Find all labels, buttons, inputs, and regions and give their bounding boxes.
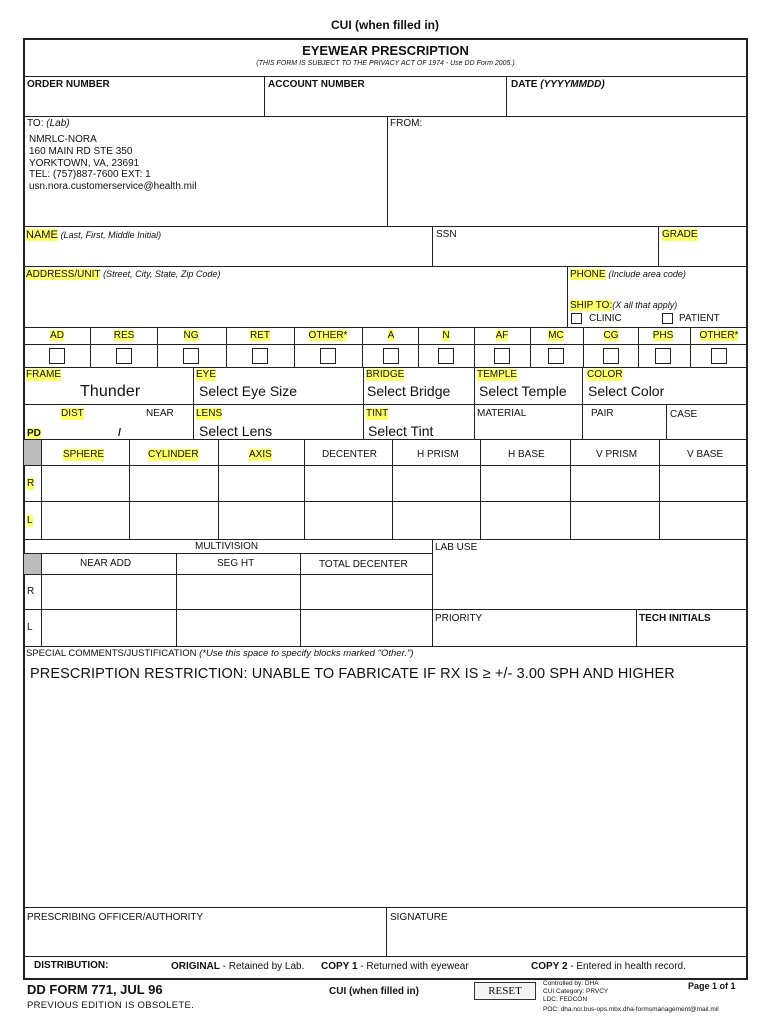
divider xyxy=(659,439,660,539)
divider xyxy=(23,646,748,647)
divider xyxy=(23,465,748,466)
cylinder-header: CYLINDER xyxy=(148,449,199,460)
rx-corner-shade xyxy=(24,440,41,465)
patient-label: PATIENT xyxy=(679,313,720,324)
divider xyxy=(23,367,748,368)
distribution-label: DISTRIBUTION: xyxy=(34,960,109,971)
divider xyxy=(432,226,433,266)
frame-label: FRAME xyxy=(26,369,61,380)
lab-tel: TEL: (757)887-7600 EXT: 1 xyxy=(29,169,151,180)
divider xyxy=(226,327,227,367)
clinic-label: CLINIC xyxy=(589,313,622,324)
color-label: COLOR xyxy=(587,369,623,380)
category-checkbox-mc[interactable] xyxy=(548,348,564,364)
divider xyxy=(218,439,219,539)
lab-name: NMRLC-NORA xyxy=(29,134,97,145)
divider xyxy=(41,439,42,539)
multivision-title: MULTIVISION xyxy=(195,541,259,552)
pd-label: PD xyxy=(27,428,41,439)
category-label-n: N xyxy=(442,330,450,341)
category-checkbox-a[interactable] xyxy=(383,348,399,364)
category-checkbox-ret[interactable] xyxy=(252,348,268,364)
decenter-header: DECENTER xyxy=(322,449,378,460)
category-label-res: RES xyxy=(113,330,135,341)
phone-label: PHONE (Include area code) xyxy=(570,269,686,280)
eye-size-select[interactable]: Select Eye Size xyxy=(199,383,298,399)
cui-bottom: CUI (when filled in) xyxy=(329,986,419,997)
pd-slash: / xyxy=(118,427,122,439)
axis-header: AXIS xyxy=(249,449,272,460)
category-checkbox-res[interactable] xyxy=(116,348,132,364)
category-checkbox-cg[interactable] xyxy=(603,348,619,364)
tech-initials-label: TECH INITIALS xyxy=(639,613,711,624)
mv-right-label: R xyxy=(27,586,35,597)
category-checkbox-n[interactable] xyxy=(438,348,454,364)
form-title: EYEWEAR PRESCRIPTION xyxy=(302,43,469,58)
category-checkbox-other[interactable] xyxy=(320,348,336,364)
frame-value[interactable]: Thunder xyxy=(80,383,141,400)
tint-select[interactable]: Select Tint xyxy=(368,423,434,439)
category-label-af: AF xyxy=(495,330,509,341)
divider xyxy=(432,609,748,610)
reset-button[interactable]: RESET xyxy=(474,982,536,1000)
rx-left-label: L xyxy=(27,515,33,526)
divider xyxy=(23,226,748,227)
divider xyxy=(530,327,531,367)
divider xyxy=(23,956,748,957)
category-label-other: OTHER* xyxy=(699,330,739,341)
v-base-header: V BASE xyxy=(687,449,724,460)
divider xyxy=(23,266,748,267)
case-label: CASE xyxy=(670,409,698,420)
divider xyxy=(193,367,194,439)
divider xyxy=(638,327,639,367)
cui-category: CUI Category: PRVCY xyxy=(543,988,609,995)
privacy-note: (THIS FORM IS SUBJECT TO THE PRIVACY ACT OF 1974 - Use DD Form 2005.) xyxy=(256,60,515,67)
ship-to-label: SHIP TO:(X all that apply) xyxy=(570,300,678,311)
divider xyxy=(480,439,481,539)
divider xyxy=(304,439,305,539)
divider xyxy=(23,404,748,405)
divider xyxy=(90,327,91,367)
h-prism-header: H PRISM xyxy=(417,449,459,460)
divider xyxy=(363,367,364,439)
divider xyxy=(658,226,659,266)
grade-label: GRADE xyxy=(662,229,698,240)
name-label: NAME (Last, First, Middle Initial) xyxy=(26,229,162,241)
lens-select[interactable]: Select Lens xyxy=(199,423,273,439)
divider xyxy=(157,327,158,367)
mv-left-label: L xyxy=(27,622,33,633)
h-base-header: H BASE xyxy=(508,449,545,460)
divider xyxy=(23,76,748,77)
category-checkbox-ng[interactable] xyxy=(183,348,199,364)
category-label-other: OTHER* xyxy=(308,330,348,341)
page-number: Page 1 of 1 xyxy=(688,981,736,991)
divider xyxy=(294,327,295,367)
category-label-a: A xyxy=(387,330,395,341)
divider xyxy=(636,609,637,646)
divider xyxy=(23,116,748,117)
category-label-cg: CG xyxy=(603,330,619,341)
divider xyxy=(129,439,130,539)
divider xyxy=(474,367,475,439)
divider xyxy=(690,327,691,367)
category-checkbox-phs[interactable] xyxy=(655,348,671,364)
comments-label: SPECIAL COMMENTS/JUSTIFICATION (*Use this space to specify blocks marked "Other.") xyxy=(26,648,414,659)
ldc: LDC: FEDCON xyxy=(543,996,588,1003)
divider xyxy=(386,907,387,956)
divider xyxy=(387,116,388,226)
divider xyxy=(176,553,177,646)
rx-right-label: R xyxy=(27,478,35,489)
category-label-ad: AD xyxy=(50,330,64,341)
divider xyxy=(474,327,475,367)
divider xyxy=(392,439,393,539)
divider xyxy=(300,553,301,646)
temple-label: TEMPLE xyxy=(477,369,518,380)
order-number-label: ORDER NUMBER xyxy=(27,79,110,90)
distribution-copy2: COPY 2 - Entered in health record. xyxy=(531,961,686,972)
divider xyxy=(23,609,432,610)
bridge-select[interactable]: Select Bridge xyxy=(367,383,451,399)
category-label-phs: PHS xyxy=(652,330,674,341)
cui-top: CUI (when filled in) xyxy=(331,18,439,32)
clinic-checkbox[interactable] xyxy=(571,313,582,324)
tint-label: TINT xyxy=(366,408,389,419)
lab-street: 160 MAIN RD STE 350 xyxy=(29,146,133,157)
lens-label: LENS xyxy=(196,408,223,419)
divider xyxy=(506,76,507,116)
address-label: ADDRESS/UNIT (Street, City, State, Zip Code) xyxy=(26,269,221,280)
divider xyxy=(23,574,432,575)
patient-checkbox[interactable] xyxy=(662,313,673,324)
category-label-mc: MC xyxy=(548,330,564,341)
divider xyxy=(41,553,42,646)
category-checkbox-ad[interactable] xyxy=(49,348,65,364)
lab-email: usn.nora.customerservice@health.mil xyxy=(29,181,197,192)
divider xyxy=(418,327,419,367)
divider xyxy=(23,501,748,502)
divider xyxy=(23,344,748,345)
bridge-label: BRIDGE xyxy=(366,369,405,380)
poc: POC: dha.ncr.bus-ops.mbx.dha-formsmanagement@mail.mil xyxy=(543,1006,719,1013)
account-number-label: ACCOUNT NUMBER xyxy=(268,79,365,90)
v-prism-header: V PRISM xyxy=(596,449,638,460)
divider xyxy=(666,404,667,439)
divider xyxy=(432,539,433,646)
category-label-ng: NG xyxy=(183,330,199,341)
divider xyxy=(570,439,571,539)
divider xyxy=(23,439,748,440)
to-label: TO: (Lab) xyxy=(27,118,70,129)
category-checkbox-other[interactable] xyxy=(711,348,727,364)
distribution-original: ORIGINAL - Retained by Lab. xyxy=(171,961,305,972)
divider xyxy=(362,327,363,367)
controlled-by: Controlled by: DHA xyxy=(543,980,599,987)
date-label: DATE (YYYYMMDD) xyxy=(511,79,605,90)
divider xyxy=(582,367,583,439)
signature-label: SIGNATURE xyxy=(390,912,448,923)
distribution-copy1: COPY 1 - Returned with eyewear xyxy=(321,961,469,972)
category-label-ret: RET xyxy=(250,330,270,341)
material-label: MATERIAL xyxy=(477,408,527,419)
lab-city: YORKTOWN, VA, 23691 xyxy=(29,158,140,169)
temple-select[interactable]: Select Temple xyxy=(479,383,567,399)
lab-use-label: LAB USE xyxy=(435,542,478,553)
from-label: FROM: xyxy=(390,118,423,129)
near-add-header: NEAR ADD xyxy=(80,558,132,569)
category-checkbox-af[interactable] xyxy=(494,348,510,364)
divider xyxy=(23,553,432,554)
eye-label: EYE xyxy=(196,369,217,380)
pair-label: PAIR xyxy=(591,408,614,419)
dist-label: DIST xyxy=(61,408,84,419)
previous-edition: PREVIOUS EDITION IS OBSOLETE. xyxy=(27,1000,195,1011)
divider xyxy=(23,327,748,328)
form-id: DD FORM 771, JUL 96 xyxy=(27,982,163,997)
divider xyxy=(264,76,265,116)
mv-corner-shade xyxy=(24,554,41,574)
seg-ht-header: SEG HT xyxy=(217,558,255,569)
divider xyxy=(567,266,568,327)
prescription-restriction: PRESCRIPTION RESTRICTION: UNABLE TO FABRICATE IF RX IS ≥ +/- 3.00 SPH AND HIGHER xyxy=(30,666,675,682)
sphere-header: SPHERE xyxy=(63,449,105,460)
divider xyxy=(583,327,584,367)
total-decenter-header: TOTAL DECENTER xyxy=(319,559,408,570)
divider xyxy=(23,539,748,540)
prescribing-officer-label: PRESCRIBING OFFICER/AUTHORITY xyxy=(27,912,204,923)
ssn-label: SSN xyxy=(436,229,457,240)
color-select[interactable]: Select Color xyxy=(588,383,665,399)
priority-label: PRIORITY xyxy=(435,613,483,624)
near-label: NEAR xyxy=(146,408,174,419)
